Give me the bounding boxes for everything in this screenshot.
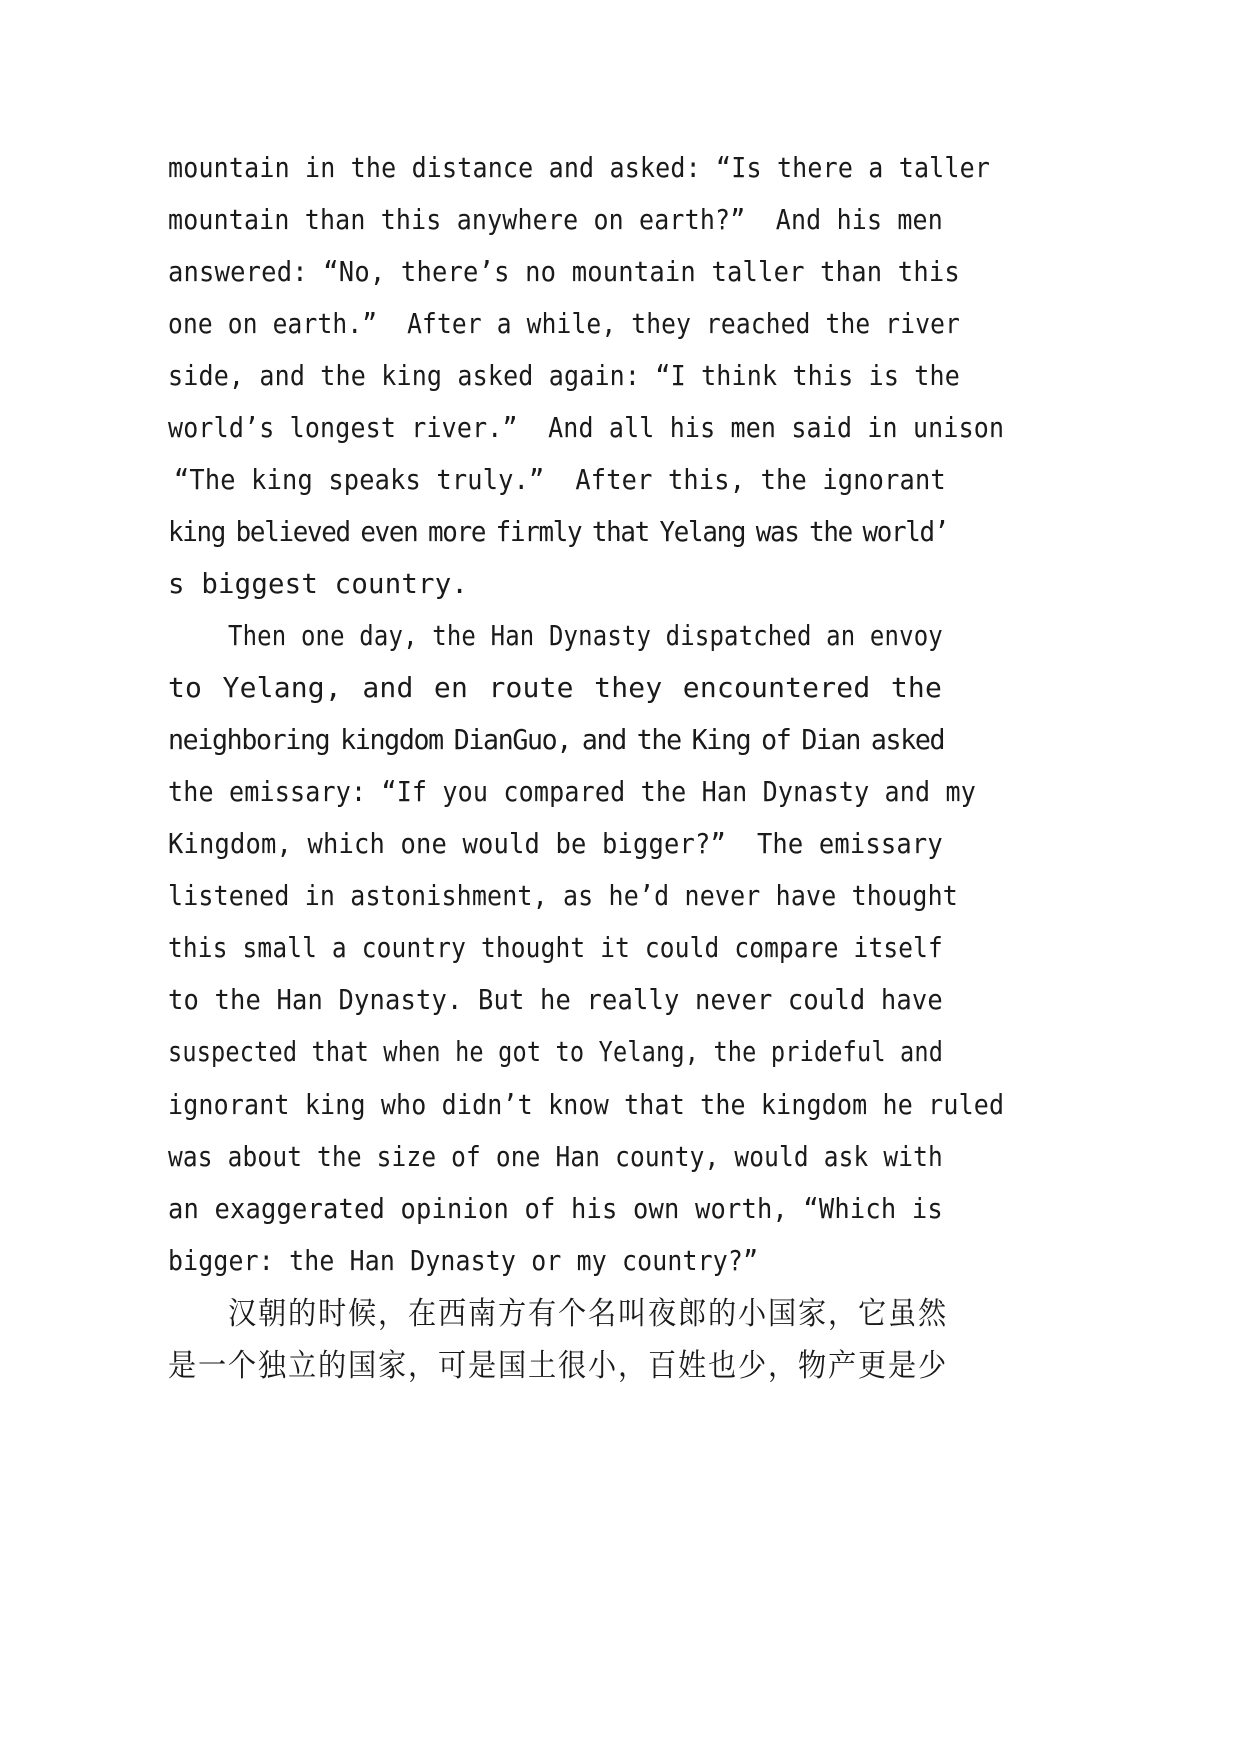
text-line: one on earth.” After a while, they reached the river — [168, 307, 961, 340]
text-line: s biggest country. — [168, 567, 469, 600]
text-line: mountain than this anywhere on earth?” And his men — [168, 203, 943, 236]
text-line: mountain in the distance and asked: “Is there a taller — [168, 151, 991, 184]
text-line: bigger: the Han Dynasty or my country?” — [168, 1244, 759, 1277]
text-line: world’s longest river.” And all his men said in unison — [168, 411, 1005, 444]
text-line: 是一个独立的国家，可是国土很小，百姓也少，物产更是少 — [168, 1348, 949, 1384]
text-line: an exaggerated opinion of his own worth, “Which is — [168, 1192, 943, 1225]
text-line: to the Han Dynasty. But he really never could have — [168, 983, 943, 1016]
text-line: neighboring kingdom DianGuo, and the King of Dian asked — [168, 723, 945, 756]
text-line: listened in astonishment, as he’d never have thought — [168, 879, 958, 912]
text-line: answered: “No, there’s no mountain taller than this — [168, 255, 960, 288]
text-line: to Yelang, and en route they encountered the — [168, 671, 942, 704]
text-line: ignorant king who didn’t know that the kingdom he ruled — [168, 1088, 1005, 1121]
text-line: side, and the king asked again: “I think this is the — [168, 359, 961, 392]
text-line: this small a country thought it could compare itself — [168, 931, 943, 964]
text-line: 汉朝的时候，在西南方有个名叫夜郎的小国家，它虽然 — [228, 1296, 949, 1332]
text-line: Then one day, the Han Dynasty dispatched an envoy — [228, 619, 943, 652]
text-line: suspected that when he got to Yelang, the prideful and — [168, 1035, 944, 1068]
text-line: king believed even more firmly that Yelang was the world’ — [168, 515, 949, 548]
text-line: Kingdom, which one would be bigger?” The emissary — [168, 827, 943, 860]
text-line: the emissary: “If you compared the Han Dynasty and my — [168, 775, 977, 808]
text-line: was about the size of one Han county, would ask with — [168, 1140, 943, 1173]
text-line: “The king speaks truly.” After this, the ignorant — [174, 463, 946, 496]
